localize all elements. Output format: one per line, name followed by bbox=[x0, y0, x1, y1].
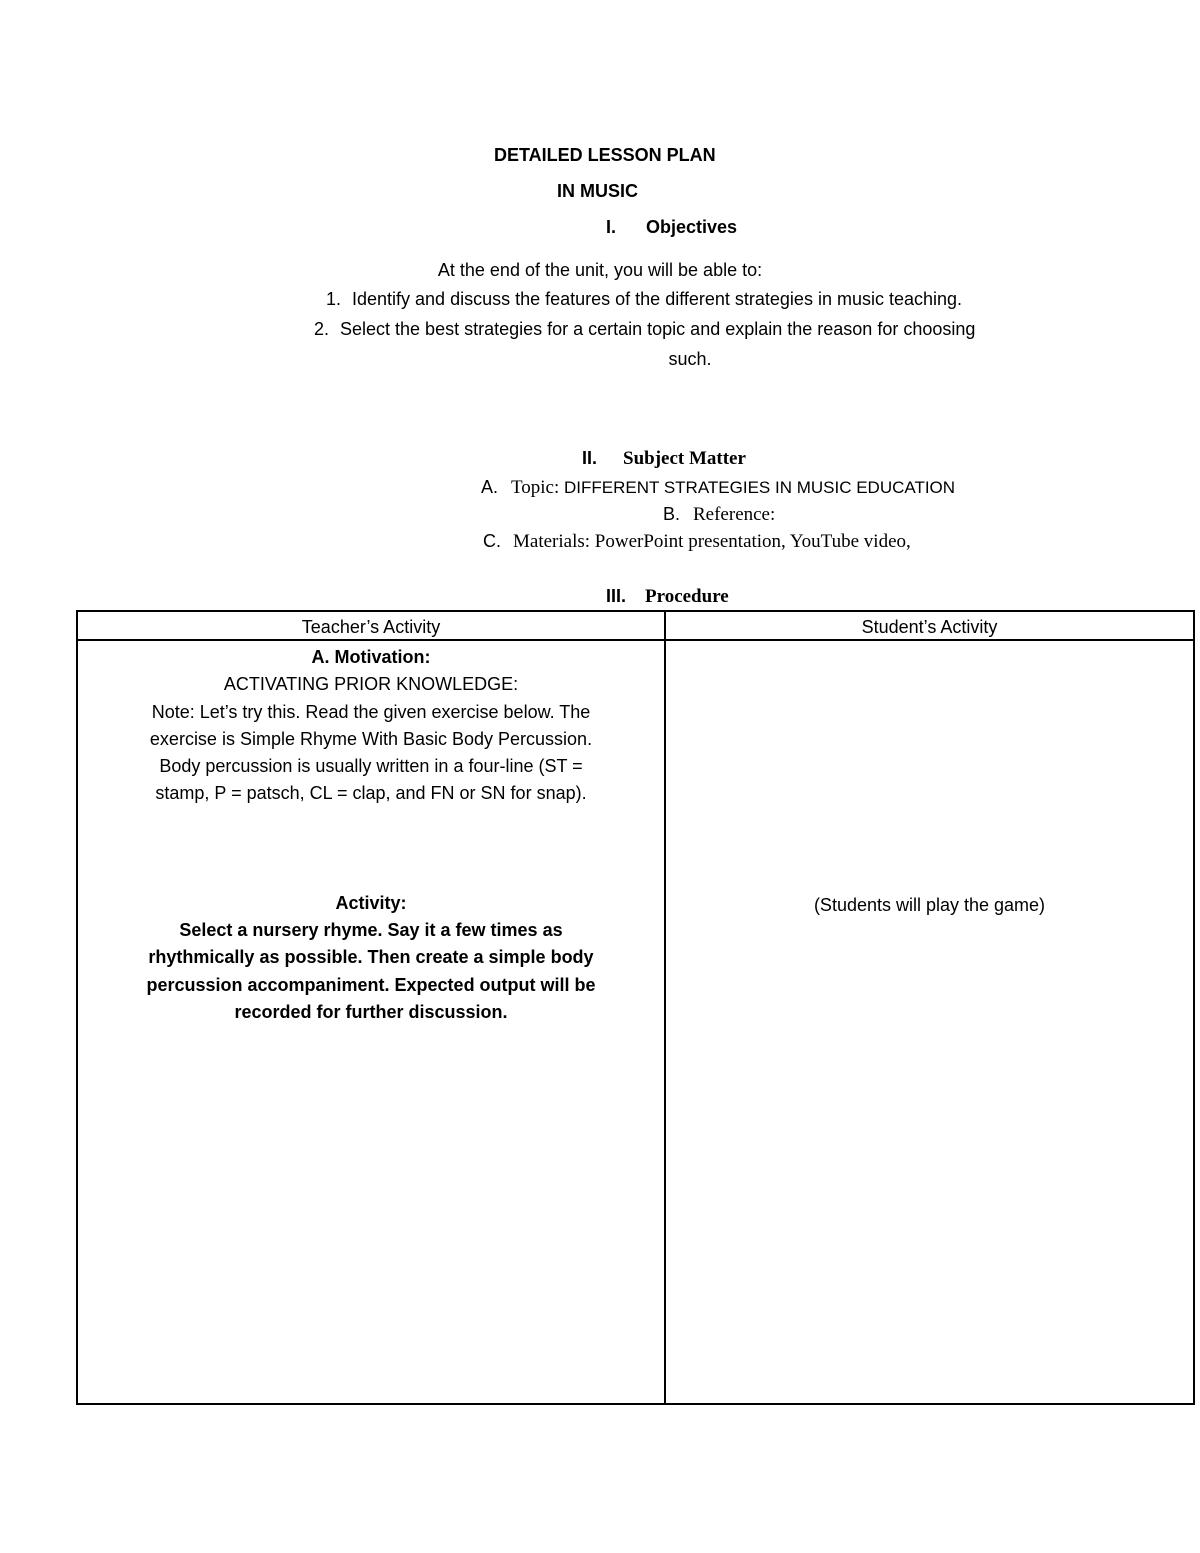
motivation-subheading: ACTIVATING PRIOR KNOWLEDGE: bbox=[223, 674, 519, 695]
document-subtitle: IN MUSIC bbox=[557, 181, 638, 201]
subject-item-reference bbox=[663, 504, 775, 526]
subject-item-letter: C. bbox=[483, 531, 501, 551]
subject-matter-title: Subject Matter bbox=[623, 448, 746, 469]
note-line: Body percussion is usually written in a four-line (ST = bbox=[159, 756, 583, 777]
table-column-divider bbox=[664, 612, 666, 1403]
column-header-student: Student’s Activity bbox=[861, 617, 998, 637]
subject-matter-numeral: II. bbox=[582, 448, 598, 468]
note-line: Note: Let’s try this. Read the given exercise below. The bbox=[151, 701, 591, 722]
table-header-divider bbox=[78, 639, 1193, 641]
objectives-heading bbox=[606, 217, 737, 238]
procedure-table bbox=[76, 610, 1195, 1405]
objective-number: 1. bbox=[326, 289, 342, 309]
motivation-heading: A. Motivation: bbox=[311, 647, 431, 667]
activity-heading: Activity: bbox=[335, 892, 407, 913]
activity-line: Select a nursery rhyme. Say it a few times as bbox=[179, 920, 563, 941]
note-line: exercise is Simple Rhyme With Basic Body Percussion. bbox=[149, 728, 593, 749]
document-title: DETAILED LESSON PLAN bbox=[494, 145, 716, 165]
subject-item-topic bbox=[481, 477, 955, 499]
objectives-numeral: I. bbox=[606, 217, 617, 237]
objective-number: 2. bbox=[314, 319, 330, 339]
procedure-title: Procedure bbox=[645, 586, 729, 607]
teacher-activity-cell bbox=[78, 644, 664, 1026]
objective-text-continuation: such. bbox=[668, 349, 712, 369]
student-activity-cell bbox=[666, 892, 1193, 919]
subject-item-label: Topic: bbox=[511, 477, 565, 498]
objective-text: Select the best strategies for a certain topic and explain the reason for choosing bbox=[340, 319, 976, 339]
subject-item-label: Reference: bbox=[693, 504, 776, 525]
student-activity-text: (Students will play the game) bbox=[813, 895, 1046, 915]
activity-line: percussion accompaniment. Expected output will be bbox=[146, 974, 596, 995]
subject-matter-heading bbox=[582, 448, 746, 470]
procedure-numeral: III. bbox=[606, 586, 627, 606]
subject-item-label: Materials: bbox=[513, 531, 595, 552]
subject-item-value: PowerPoint presentation, YouTube video, bbox=[594, 531, 911, 552]
objective-text: Identify and discuss the features of the different strategies in music teaching. bbox=[352, 289, 963, 309]
note-line: stamp, P = patsch, CL = clap, and FN or SN for snap). bbox=[155, 783, 587, 804]
subject-item-letter: A. bbox=[481, 477, 499, 497]
column-header-teacher: Teacher’s Activity bbox=[301, 617, 441, 637]
procedure-heading bbox=[606, 586, 729, 608]
objective-item bbox=[314, 319, 975, 340]
objectives-title: Objectives bbox=[646, 217, 738, 237]
subject-item-materials bbox=[483, 531, 911, 553]
subject-item-value: DIFFERENT STRATEGIES IN MUSIC EDUCATION bbox=[564, 478, 956, 497]
objectives-intro: At the end of the unit, you will be able to: bbox=[437, 260, 763, 280]
subject-item-letter: B. bbox=[663, 504, 681, 524]
activity-line: rhythmically as possible. Then create a simple body bbox=[148, 947, 594, 968]
activity-line: recorded for further discussion. bbox=[234, 1001, 508, 1022]
objective-item bbox=[326, 289, 962, 310]
